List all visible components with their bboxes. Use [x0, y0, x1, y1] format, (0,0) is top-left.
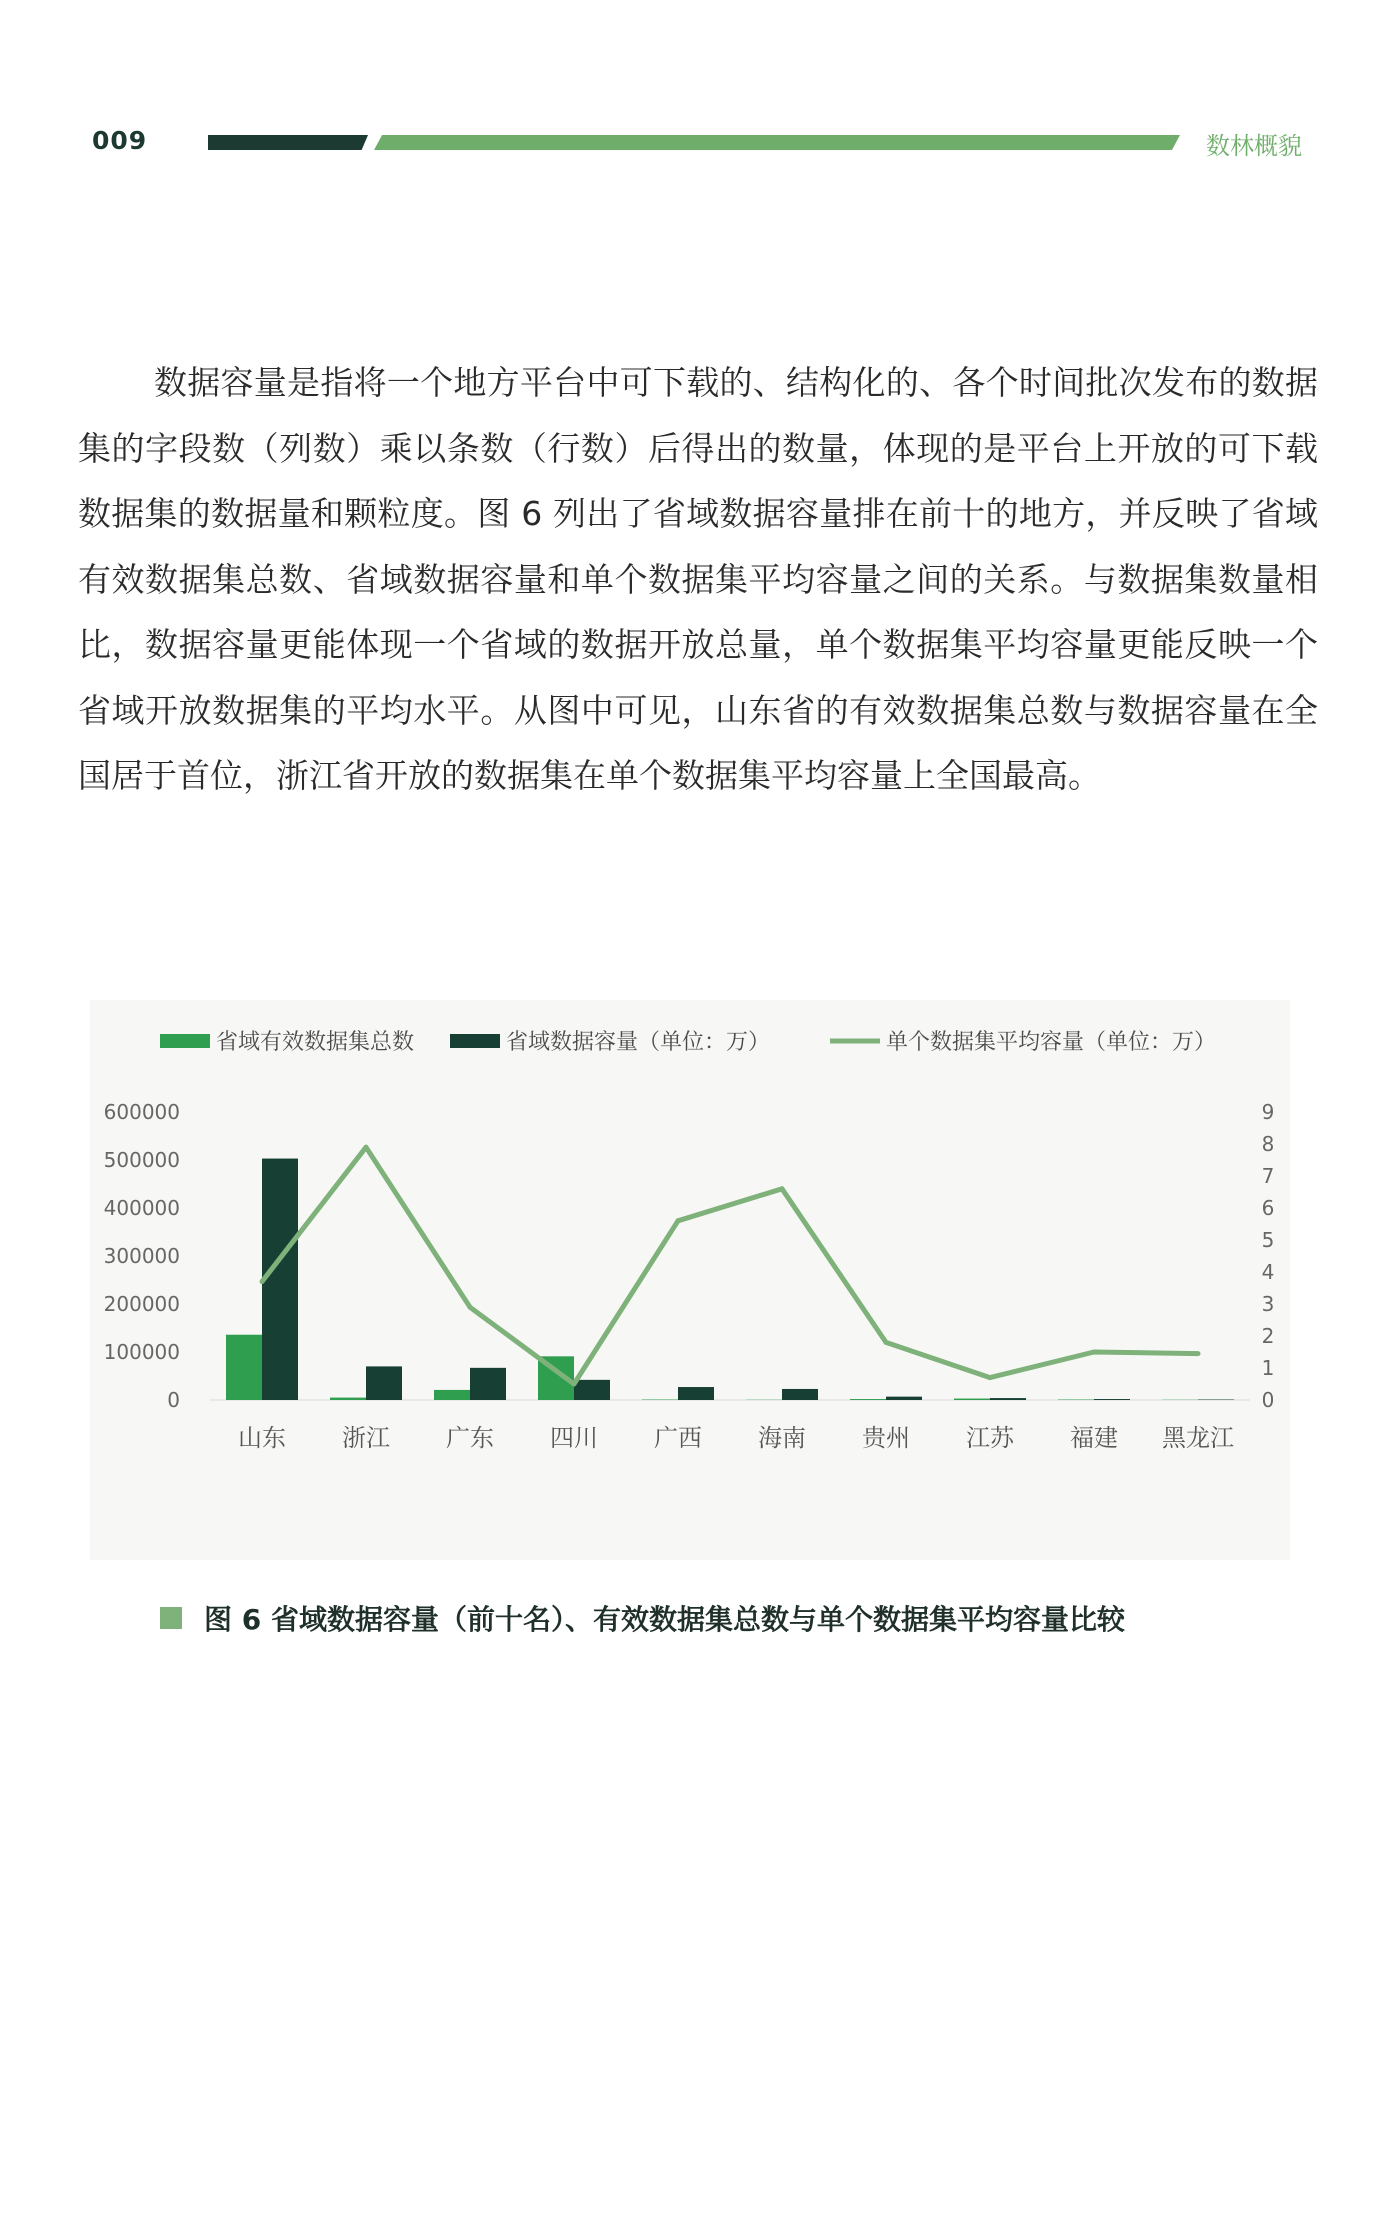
- legend-label-1: 省域有效数据集总数: [216, 1030, 415, 1055]
- y-left-tick-label: 300000: [103, 1244, 180, 1268]
- bar-series1-3: [434, 1390, 470, 1400]
- y-right-tick-label: 4: [1261, 1260, 1275, 1284]
- line-point-9: [1092, 1350, 1097, 1355]
- x-tick-label: 江苏: [966, 1424, 1014, 1452]
- line-point-6: [780, 1186, 785, 1191]
- x-tick-label: 海南: [758, 1424, 806, 1452]
- page-number: 009: [92, 126, 148, 155]
- figure-caption: [160, 1598, 1125, 1638]
- legend-swatch-2: [450, 1034, 500, 1048]
- body-paragraph: 数据容量是指将一个地方平台中可下载的、结构化的、各个时间批次发布的数据集的字段数（列数）乘以条数（行数）后得出的数量，体现的是平台上开放的可下载数据集的数据量和颗粒度。图 6 列出了省域数据容量排在前十的地方，并反映了省域有效数据集总数、省域数据容量和单个数据集平均容量之间的关系。与数据集数量相比，数据容量更能体现一个省域的数据开放总量，单个数据集平均容量更能反映一个省域开放数据集的平均水平。从图中可见，山东省的有效数据集总数与数据容量在全国居于首位，浙江省开放的数据集在单个数据集平均容量上全国最高。: [78, 363, 1318, 795]
- y-left-tick-label: 100000: [103, 1340, 180, 1364]
- bar-series2-1: [262, 1159, 298, 1400]
- section-title: 数林概貌: [1206, 132, 1302, 160]
- line-point-8: [988, 1375, 993, 1380]
- bar-series1-7: [850, 1399, 886, 1400]
- line-point-1: [260, 1279, 265, 1284]
- bar-series2-2: [366, 1366, 402, 1400]
- bar-series1-2: [330, 1398, 366, 1400]
- line-point-4: [572, 1382, 577, 1387]
- y-right-tick-label: 0: [1261, 1388, 1275, 1412]
- y-left-tick-label: 0: [167, 1388, 180, 1412]
- chart-svg: [90, 1000, 1290, 1560]
- x-tick-label: 广东: [446, 1424, 494, 1452]
- bar-series2-4: [574, 1380, 610, 1400]
- line-point-10: [1196, 1351, 1201, 1356]
- y-left-tick-label: 600000: [103, 1100, 180, 1124]
- x-tick-label: 黑龙江: [1162, 1424, 1234, 1452]
- y-left-tick-label: 500000: [103, 1148, 180, 1172]
- bar-series1-1: [226, 1335, 262, 1400]
- line-point-7: [884, 1340, 889, 1345]
- x-tick-label: 山东: [238, 1424, 286, 1452]
- x-tick-label: 浙江: [342, 1424, 390, 1452]
- y-right-tick-label: 5: [1261, 1228, 1275, 1252]
- chart: [90, 1000, 1290, 1560]
- x-tick-label: 贵州: [862, 1424, 910, 1452]
- x-tick-label: 广西: [654, 1424, 702, 1452]
- bar-series2-3: [470, 1368, 506, 1400]
- header-green-bar: [374, 135, 1180, 150]
- bar-series2-5: [678, 1387, 714, 1400]
- legend-label-2: 省域数据容量（单位：万）: [506, 1030, 771, 1055]
- header-dark-bar: [208, 135, 368, 150]
- y-left-tick-label: 400000: [103, 1196, 180, 1220]
- caption-marker-icon: [160, 1607, 182, 1629]
- x-tick-label: 四川: [550, 1424, 598, 1452]
- bar-series2-7: [886, 1397, 922, 1400]
- y-right-tick-label: 7: [1261, 1164, 1275, 1188]
- y-right-tick-label: 3: [1261, 1292, 1275, 1316]
- bar-series2-6: [782, 1389, 818, 1400]
- line-point-5: [676, 1218, 681, 1223]
- x-tick-label: 福建: [1070, 1424, 1118, 1452]
- line-point-3: [468, 1305, 473, 1310]
- line-point-2: [364, 1145, 369, 1150]
- y-right-tick-label: 2: [1261, 1324, 1275, 1348]
- y-right-tick-label: 9: [1261, 1100, 1275, 1124]
- y-left-tick-label: 200000: [103, 1292, 180, 1316]
- y-right-tick-label: 1: [1261, 1356, 1275, 1380]
- caption-text: 图 6 省域数据容量（前十名）、有效数据集总数与单个数据集平均容量比较: [204, 1603, 1125, 1636]
- legend-label-3: 单个数据集平均容量（单位：万）: [886, 1030, 1217, 1055]
- bar-series1-8: [954, 1399, 990, 1400]
- bar-series2-9: [1094, 1399, 1130, 1400]
- y-right-tick-label: 8: [1261, 1132, 1275, 1156]
- legend-swatch-1: [160, 1034, 210, 1048]
- bar-series2-8: [990, 1398, 1026, 1400]
- y-right-tick-label: 6: [1261, 1196, 1275, 1220]
